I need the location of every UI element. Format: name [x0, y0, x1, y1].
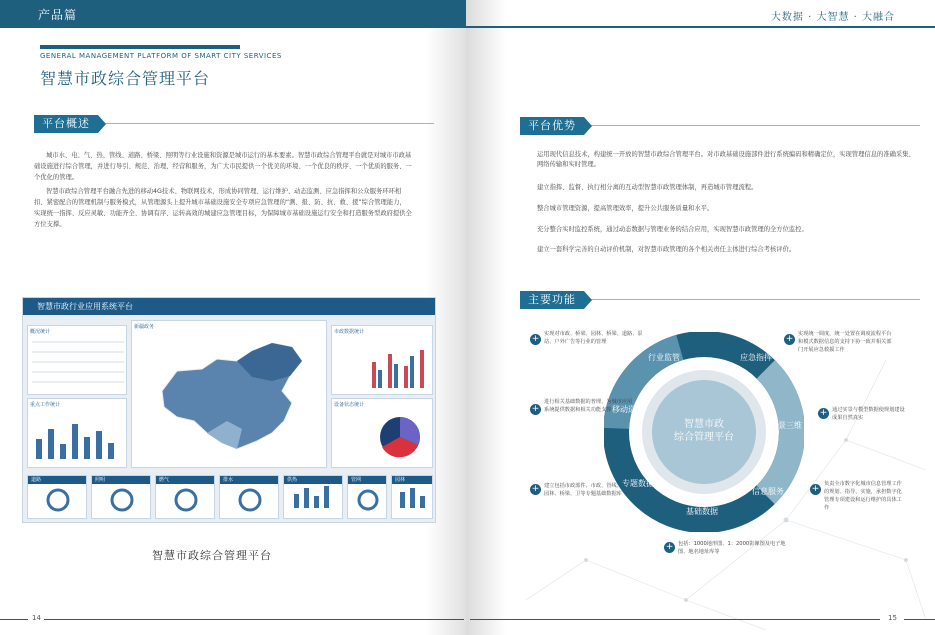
- overview-heading: 平台概述: [34, 115, 98, 133]
- dashboard-screenshot: [22, 297, 436, 523]
- function-note: 负责全市数字化城市信息管理工作的规划、指导、实施，承担数字化管理专项建设和运行维护的具体工作: [824, 481, 902, 511]
- dashboard-header: [23, 298, 435, 315]
- page-number-right: 15: [888, 614, 897, 622]
- plus-icon: +: [811, 484, 820, 494]
- overview-heading-bar: [34, 115, 434, 133]
- advantage-item: 运用现代信息技术，构建统一开放的智慧市政综合管理平台。对市政基础设施部件进行系统编码和精确定位，实现管理信息的准确采集、网络传输和实时管理。: [537, 151, 915, 168]
- plus-icon: +: [531, 334, 540, 344]
- figure-caption: 智慧市政综合管理平台: [152, 549, 272, 562]
- function-note: 实现对市政、桥梁、园林、桥梁、道路、泵站、户外广告等行业的管理: [544, 331, 643, 345]
- ring-label: 移动巡查: [612, 405, 644, 414]
- plus-icon: +: [665, 542, 674, 552]
- page-number-left: 14: [32, 614, 41, 622]
- panel-device-status: [331, 398, 433, 468]
- functions-heading-bar: [520, 291, 920, 309]
- function-note: 包括：1000地形图、1：2000影像图及电子地图、地名地址库等: [678, 541, 786, 555]
- table-lines: [28, 326, 128, 396]
- section-label: 产品篇: [38, 8, 78, 22]
- kpi-card: [27, 475, 87, 519]
- ring-label: 行业监管: [648, 353, 680, 362]
- kpi-label: 供热: [284, 476, 342, 484]
- kpi-card: [91, 475, 151, 519]
- overview-paragraph: 城市水、电、气、热、管线、道路、桥梁、照明等行业设施和资源是城市运行的基本要素。智慧市政综合管理平台就是对城市市政基础设施进行综合管理，并进行导引、规范、治理、经营和服务，为广大市民提供一个优美的环境、一个优良的秩序、一个优质的服务、一个优化的管理。: [34, 152, 412, 181]
- advantages-heading-bar: [520, 117, 920, 135]
- panel-title: 概况统计: [30, 329, 51, 335]
- advantage-item: 整合城市管理资源，提高管理效率，提升公共服务质量和水平。: [537, 205, 714, 212]
- ring-center-label: [648, 418, 760, 444]
- bar-chart-graphic: [332, 326, 434, 396]
- panel-title: 新疆政务: [134, 324, 155, 330]
- header-line: [466, 26, 935, 28]
- kpi-label: 管网: [348, 476, 386, 484]
- overview-paragraph: 智慧市政综合管理平台融合先进的移动4G技术、物联网技术，形成协同管理、运行维护、动态监测、应急指挥和公众服务环环相扣、紧密配合的管理机制与服务模式，从管理源头上提升城市基础设施安全专项应急管理的“测、报、防、抗、救、援”综合管理能力，实现统一指挥、反应灵敏、功能齐全、协调有序、运转高效的城建应急管理目标，为保障城市基础设施运行安全和打造服务型政府提供全方位支撑。: [34, 188, 412, 228]
- footer-line: [470, 619, 880, 620]
- function-note: 建立包括市政部件、市政、管线、园林、桥梁、卫等专题基础数据库: [544, 483, 622, 497]
- title-english: GENERAL MANAGEMENT PLATFORM OF SMART CITY SERVICES: [40, 52, 282, 60]
- function-note: 进行相关基础数据的普理、为城市应用系统提供数据和相关功能支撑: [544, 399, 633, 413]
- title-accent-bar: [40, 45, 240, 49]
- center-line: 综合管理平台: [674, 432, 734, 443]
- right-header: [466, 0, 935, 28]
- kpi-card: [283, 475, 343, 519]
- dashboard-title: 智慧市政行业应用系统平台: [37, 302, 133, 311]
- mini-chart: [28, 399, 128, 469]
- functions-heading: 主要功能: [520, 291, 584, 309]
- ring-label: 实景三维: [770, 421, 802, 430]
- page-title: 智慧市政综合管理平台: [40, 69, 211, 88]
- kpi-label: 排水: [220, 476, 278, 484]
- footer-line: [904, 619, 935, 620]
- ring-label: 基础数据: [686, 507, 718, 516]
- pie-chart-graphic: [332, 399, 434, 469]
- panel-title: 设备状态统计: [334, 402, 365, 408]
- footer-line: [0, 619, 28, 620]
- ring-label: 应急指挥: [740, 353, 772, 362]
- kpi-label: 燃气: [156, 476, 214, 484]
- advantage-item: 建立一套科学完善的自动评价机制，对智慧市政管理的各个相关责任主体进行综合考核评价。: [537, 246, 796, 253]
- footer-line: [44, 619, 464, 620]
- left-header-bar: [0, 0, 466, 28]
- kpi-card: [347, 475, 387, 519]
- function-note: 实现统一调度，统一处置在调度流程平台和模式数据信息的支持下协一致并相关部门开展应急救援工作: [798, 331, 892, 353]
- panel-title: 重点工作统计: [30, 402, 61, 408]
- kpi-label: 照明: [92, 476, 150, 484]
- panel-municipal-stats: [331, 325, 433, 395]
- overview-text: [34, 150, 412, 233]
- panel-map: [131, 320, 327, 468]
- advantage-item: 建立指挥、监督、执行相分离的互动型智慧市政管理体制，再造城市管理流程。: [537, 184, 758, 191]
- ring-label: 专题数据: [622, 479, 654, 488]
- plus-icon: +: [531, 484, 540, 494]
- kpi-card: [155, 475, 215, 519]
- center-line: 智慧市政: [684, 419, 724, 430]
- kpi-card: [391, 475, 433, 519]
- plus-icon: +: [531, 404, 540, 414]
- plus-icon: +: [785, 334, 794, 344]
- panel-overview-stats: [27, 325, 127, 395]
- function-note: 通过实景与模型数据使规划建设成果自然真实: [832, 407, 905, 421]
- kpi-label: 道路: [28, 476, 86, 484]
- ring-label: 信息服务: [752, 487, 784, 496]
- china-map-graphic: [132, 321, 328, 469]
- kpi-card: [219, 475, 279, 519]
- advantages-heading: 平台优势: [520, 117, 584, 135]
- kpi-label: 园林: [392, 476, 432, 484]
- advantage-item: 充分整合实时监控系统，通过动态数据与管理业务的结合应用，实现智慧市政管理的全方位监控。: [537, 226, 808, 233]
- panel-key-work: [27, 398, 127, 468]
- slogan: 大数据 · 大智慧 · 大融合: [770, 12, 895, 23]
- panel-title: 市政数据统计: [334, 329, 365, 335]
- plus-icon: +: [819, 408, 828, 418]
